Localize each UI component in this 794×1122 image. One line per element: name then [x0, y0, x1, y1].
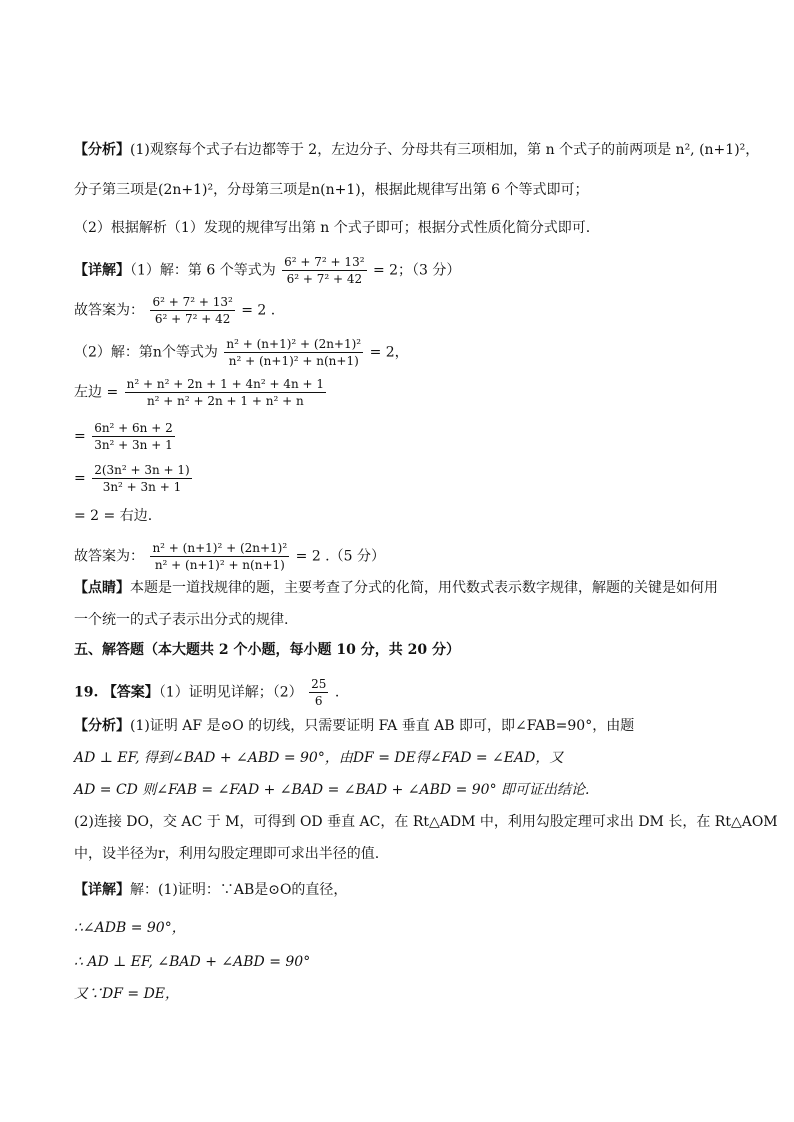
analysis-1-line-1: 【分析】(1)观察每个式子右边都等于 2，左边分子、分母共有三项相加，第 n 个式子的前两项是 n², (n+1)²，	[74, 142, 760, 158]
detail-2-line-3: ∴ AD ⊥ EF, ∠BAD + ∠ABD = 90°	[74, 954, 311, 970]
detail-1-step-1: 左边 = $\frac{\text{n² + n² + 2n + 1 + 4n² + 4n + 1}}{\text{n² + n² + 2n + 1 + n² + n}}$	[74, 377, 324, 408]
detail-2-line-2: ∴∠ADB = 90°，	[74, 920, 186, 936]
comment-line-2: 一个统一的式子表示出分式的规律.	[74, 612, 289, 628]
answer-label: 【答案】	[102, 684, 159, 701]
analysis-1-line-3: （2）根据解析（1）发现的规律写出第 n 个式子即可；根据分式性质化简分式即可.	[74, 220, 591, 236]
detail-1-answer-2: 故答案为： $\frac{\text{n² + (n+1)² + (2n+1)²}}{\text{n² + (n+1)² + n(n+1)}}$ = 2 .（5 分）	[74, 541, 385, 572]
comment-label: 【点睛】	[74, 580, 130, 596]
analysis-label: 【分析】	[74, 142, 130, 158]
analysis-2-line-4: (2)连接 DO，交 AC 于 M，可得到 OD 垂直 AC，在 Rt△ADM 中，利用勾股定理可求出 DM 长，在 Rt△AOM	[74, 814, 778, 830]
fraction-step-1: $\frac{\text{n² + n² + 2n + 1 + 4n² + 4n + 1}}{\text{n² + n² + 2n + 1 + n² + n}}$	[126, 377, 324, 408]
analysis-2-line-3: AD = CD 则∠FAB = ∠FAD + ∠BAD = ∠BAD + ∠ABD = 90° 即可证出结论.	[74, 782, 590, 798]
section-5-title: 五、解答题（本大题共 2 个小题，每小题 10 分，共 20 分）	[74, 642, 460, 658]
detail-1-step-3: = $\frac{\text{2(3n² + 3n + 1)}}{\text{3n² + 3n + 1}}$	[74, 463, 190, 494]
analysis-2-line-5: 中，设半径为r，利用勾股定理即可求出半径的值.	[74, 846, 380, 862]
fraction-n-answer: $\frac{\text{n² + (n+1)² + (2n+1)²}}{\text{n² + (n+1)² + n(n+1)}}$	[152, 541, 288, 572]
comment-line-1: 【点睛】本题是一道找规律的题，主要考查了分式的化简，用代数式表示数字规律，解题的关键是如何用	[74, 580, 718, 596]
analysis-1-line-2: 分子第三项是(2n+1)²，分母第三项是n(n+1)，根据此规律写出第 6 个等式即可；	[74, 182, 589, 198]
analysis-2-line-2: AD ⊥ EF, 得到∠BAD + ∠ABD = 90°，由DF = DE得∠FAD = ∠EAD，又	[74, 750, 564, 766]
detail-2-label: 【详解】	[74, 882, 130, 898]
analysis-2-line-1: 【分析】(1)证明 AF 是⊙O 的切线，只需要证明 FA 垂直 AB 即可，即∠FAB=90°，由题	[74, 718, 635, 734]
analysis-2-label: 【分析】	[74, 718, 130, 734]
detail-1-part-1: 【详解】（1）解：第 6 个等式为 $\frac{\text{6² + 7² + 13²}}{\text{6² + 7² + 42}}$ = 2；（3 分）	[74, 255, 461, 286]
detail-2-line-1: 【详解】解：(1)证明：∵AB是⊙O的直径，	[74, 882, 348, 898]
detail-1-part-2: （2）解：第n个等式为 $\frac{\text{n² + (n+1)² + (2n+1)²}}{\text{n² + (n+1)² + n(n+1)}}$ = 2，	[74, 337, 409, 368]
detail-label: 【详解】	[74, 262, 130, 279]
detail-2-line-4: 又∵DF = DE，	[74, 986, 180, 1002]
fraction-n: $\frac{\text{n² + (n+1)² + (2n+1)²}}{\text{n² + (n+1)² + n(n+1)}}$	[226, 337, 362, 368]
question-number: 19.	[74, 684, 99, 701]
detail-1-step-2: = $\frac{\text{6n² + 6n + 2}}{\text{3n² + 3n + 1}}$	[74, 421, 173, 452]
detail-1-answer: 故答案为： $\frac{\text{6² + 7² + 13²}}{\text{6² + 7² + 42}}$ = 2 .	[74, 295, 276, 326]
fraction-step-3: $\frac{\text{2(3n² + 3n + 1)}}{\text{3n² + 3n + 1}}$	[94, 463, 190, 494]
answer-fraction: $\frac{25}{6}$	[311, 677, 327, 708]
fraction-6-answer: $\frac{\text{6² + 7² + 13²}}{\text{6² + 7² + 42}}$	[152, 295, 233, 326]
fraction-step-2: $\frac{\text{6n² + 6n + 2}}{\text{3n² + 3n + 1}}$	[94, 421, 173, 452]
detail-1-step-4: = 2 = 右边.	[74, 508, 153, 524]
fraction-6: $\frac{\text{6² + 7² + 13²}}{\text{6² + 7² + 42}}$	[284, 255, 365, 286]
question-19-answer: 19. 【答案】（1）证明见详解；（2） $\frac{25}{6}$ .	[74, 677, 340, 708]
